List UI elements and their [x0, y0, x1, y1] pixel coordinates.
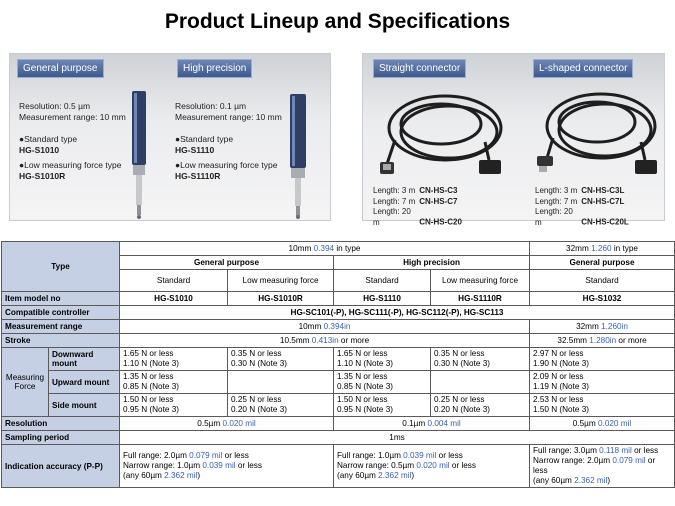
acc-gp-l3b: 2.362 mil: [164, 471, 198, 480]
s32-standard: Standard: [530, 270, 675, 292]
res-gp: [120, 417, 334, 431]
range-10-b: 0.394in: [323, 322, 351, 331]
acc-gp-l1c: or less: [222, 451, 249, 460]
range-10: [120, 320, 530, 334]
acc-hp-l3: [337, 471, 526, 481]
gp-std-label: ●Standard type: [19, 134, 78, 144]
upward-label: Upward mount: [49, 371, 120, 394]
l-shaped-connector-tag: L-shaped connector: [533, 59, 633, 78]
stroke-10-b: 0.413in: [311, 336, 339, 345]
range-32-a: 32mm: [576, 322, 602, 331]
acc-32-l3b: 2.362 mil: [574, 476, 608, 485]
side-c2-l1: 0.25 N or less: [231, 395, 282, 404]
in-type-10-c: in type: [334, 244, 361, 253]
straight-len-1: Length: 7 m: [373, 196, 416, 206]
acc-gp-l3: [123, 471, 330, 481]
acc-32-l1b: 0.118 mil: [599, 446, 632, 455]
model-2: HG-S1110: [334, 292, 431, 306]
stroke-label: Stroke: [2, 334, 120, 348]
down-c2-l2: 0.30 N (Note 3): [231, 359, 287, 368]
acc-hp-l1c: or less: [436, 451, 463, 460]
acc-gp: [120, 445, 334, 488]
hp-std-model: HG-S1110: [175, 144, 215, 155]
down-c3: [334, 348, 431, 371]
hp-low-label: ●Low measuring force type: [175, 160, 278, 170]
in-type-10: [120, 242, 530, 256]
hp-low-model: HG-S1110R: [175, 170, 221, 181]
resolution-label: Resolution: [2, 417, 120, 431]
high-precision-specs: [175, 101, 282, 181]
acc-hp-l3a: (any 60µm: [337, 471, 379, 480]
straight-len-2: Length: 20 m: [373, 207, 411, 227]
in-type-10-a: 10mm: [288, 244, 314, 253]
resolution-row: [2, 417, 675, 431]
acc-gp-l2c: or less: [235, 461, 262, 470]
spec-table: [1, 241, 675, 488]
lshaped-code-2: CN-HS-C20L: [581, 217, 629, 227]
side-c3-l2: 0.95 N (Note 3): [337, 405, 393, 414]
acc-gp-l2: [123, 461, 330, 471]
in-type-32-a: 32mm: [566, 244, 592, 253]
in-type-32-b: 1.260: [591, 244, 612, 253]
up-c3-l1: 1.35 N or less: [337, 372, 388, 381]
down-c1: [120, 348, 228, 371]
l-shaped-cable-list: [535, 186, 629, 228]
side-c3: [334, 394, 431, 417]
side-c4-l1: 0.25 N or less: [434, 395, 485, 404]
acc-hp-l1a: Full range: 1.0µm: [337, 451, 404, 460]
acc-hp-l2a: Narrow range: 0.5µm: [337, 461, 417, 470]
type-row-1: [2, 242, 675, 256]
res-gp-b: 0.020 mil: [222, 419, 256, 428]
acc-32-l2a: Narrow range: 2.0µm: [533, 456, 613, 465]
side-c5: [530, 394, 675, 417]
model-1: HG-S1010R: [228, 292, 334, 306]
up-c1: [120, 371, 228, 394]
hp-low-force: Low measuring force: [431, 270, 530, 292]
acc-gp-l3a: (any 60µm: [123, 471, 165, 480]
straight-connector-tag: Straight connector: [373, 59, 466, 78]
gp-low-model: HG-S1010R: [19, 170, 66, 181]
high-precision-tag: High precision: [177, 59, 252, 78]
up-c4: [431, 371, 530, 394]
acc-32-l1a: Full range: 3.0µm: [533, 446, 600, 455]
side-c3-l1: 1.50 N or less: [337, 395, 388, 404]
lshaped-len-0: Length: 3 m: [535, 186, 578, 195]
down-c5-l1: 2.97 N or less: [533, 349, 584, 358]
down-c5-l2: 1.90 N (Note 3): [533, 359, 589, 368]
straight-row-0: [373, 186, 462, 197]
hp-standard: Standard: [334, 270, 431, 292]
up-c1-l1: 1.35 N or less: [123, 372, 174, 381]
force-down-row: [2, 348, 675, 371]
res-32: [530, 417, 675, 431]
down-c1-l1: 1.65 N or less: [123, 349, 174, 358]
hp-resolution: Resolution: 0.1 µm: [175, 101, 247, 111]
range-row: [2, 320, 675, 334]
acc-32-l3c: ): [607, 476, 611, 485]
down-c2-l1: 0.35 N or less: [231, 349, 282, 358]
down-c1-l2: 1.10 N (Note 3): [123, 359, 179, 368]
page-title: Product Lineup and Specifications: [164, 10, 511, 33]
acc-hp-l3c: ): [411, 471, 415, 480]
down-c3-l1: 1.65 N or less: [337, 349, 388, 358]
up-c2: [228, 371, 334, 394]
range-32: [530, 320, 675, 334]
model-row: [2, 292, 675, 306]
general-purpose-specs: [19, 101, 126, 181]
acc-hp: [334, 445, 530, 488]
side-c2-l2: 0.20 N (Note 3): [231, 405, 287, 414]
range-10-a: 10mm: [298, 322, 324, 331]
range-label: Measurement range: [2, 320, 120, 334]
gp-standard: Standard: [120, 270, 228, 292]
up-c5-l1: 2.09 N or less: [533, 372, 584, 381]
straight-code-1: CN-HS-C7: [419, 196, 458, 206]
sensor-heads-panel: [9, 53, 331, 221]
in-type-10-b: 0.394: [313, 244, 335, 253]
lshaped-len-2: Length: 20 m: [535, 207, 573, 227]
controller-label: Compatible controller: [2, 306, 120, 320]
res-32-a: 0.5µm: [572, 419, 598, 428]
side-c1-l1: 1.50 N or less: [123, 395, 174, 404]
lshaped-row-0: [535, 186, 629, 197]
type-label: Type: [2, 242, 120, 292]
lshaped-row-1: [535, 197, 629, 208]
acc-hp-l2b: 0.020 mil: [416, 461, 450, 470]
up-c3: [334, 371, 431, 394]
accuracy-label: Indication accuracy (P-P): [2, 445, 120, 488]
side-c1-l2: 0.95 N (Note 3): [123, 405, 179, 414]
side-c4-l2: 0.20 N (Note 3): [434, 405, 490, 414]
straight-len-0: Length: 3 m: [373, 186, 416, 195]
down-c3-l2: 1.10 N (Note 3): [337, 359, 393, 368]
gp-low-label: ●Low measuring force type: [19, 160, 122, 170]
sampling-value: 1ms: [120, 431, 675, 445]
l-shaped-cable-image: [535, 82, 665, 182]
acc-32-l3a: (any 60µm: [533, 476, 575, 485]
lshaped-code-0: CN-HS-C3L: [581, 186, 625, 195]
lshaped-len-1: Length: 7 m: [535, 196, 578, 206]
down-c4: [431, 348, 530, 371]
force-label: Measuring Force: [2, 348, 49, 417]
acc-gp-l2b: 0.039 mil: [202, 461, 236, 470]
stroke-32-b: 1.280in: [589, 336, 617, 345]
side-c5-l2: 1.50 N (Note 3): [533, 405, 589, 414]
acc-gp-l2a: Narrow range: 1.0µm: [123, 461, 203, 470]
acc-hp-l1: [337, 451, 526, 461]
gp-std-model: HG-S1010: [19, 144, 60, 155]
res-hp-b: 0.004 mil: [427, 419, 461, 428]
side-c2: [228, 394, 334, 417]
connector-cables-panel: [362, 53, 665, 227]
probe-high-precision-image: [286, 92, 310, 220]
acc-hp-l3b: 2.362 mil: [378, 471, 412, 480]
hp-range: Measurement range: 10 mm: [175, 111, 282, 122]
straight-row-1: [373, 197, 462, 208]
straight-cable-image: [377, 82, 507, 182]
gp-range: Measurement range: 10 mm: [19, 111, 126, 122]
side-c5-l1: 2.53 N or less: [533, 395, 584, 404]
lshaped-row-2: [535, 207, 629, 228]
sampling-label: Sampling period: [2, 431, 120, 445]
acc-32-l1: [533, 446, 671, 456]
acc-32-l3: [533, 476, 671, 486]
model-4: HG-S1032: [530, 292, 675, 306]
model-0: HG-S1010: [120, 292, 228, 306]
accuracy-row: [2, 445, 675, 488]
acc-hp-l2c: or less: [449, 461, 476, 470]
straight-code-2: CN-HS-C20: [419, 217, 462, 227]
stroke-row: [2, 334, 675, 348]
downward-label: Downward mount: [49, 348, 120, 371]
in-type-32: [530, 242, 675, 256]
straight-cable-list: [373, 186, 462, 228]
acc-gp-l1a: Full range: 2.0µm: [123, 451, 190, 460]
model-3: HG-S1110R: [431, 292, 530, 306]
down-c2: [228, 348, 334, 371]
gp-low-force: Low measuring force: [228, 270, 334, 292]
hp-std-label: ●Standard type: [175, 134, 234, 144]
general-purpose-32-header: General purpose: [530, 256, 675, 270]
controller-value: HG-SC101(-P), HG-SC111(-P), HG-SC112(-P), HG-SC113: [120, 306, 675, 320]
straight-code-0: CN-HS-C3: [419, 186, 458, 195]
stroke-10-a: 10.5mm: [279, 336, 312, 345]
up-c5: [530, 371, 675, 394]
in-type-32-c: in type: [611, 244, 638, 253]
side-label: Side mount: [49, 394, 120, 417]
lshaped-code-1: CN-HS-C7L: [581, 196, 625, 206]
acc-32-l2c: or less: [533, 456, 656, 475]
acc-hp-l2: [337, 461, 526, 471]
stroke-10-c: or more: [338, 336, 370, 345]
acc-32-l1c: or less: [631, 446, 659, 455]
stroke-10: [120, 334, 530, 348]
res-32-b: 0.020 mil: [598, 419, 632, 428]
side-c1: [120, 394, 228, 417]
up-c3-l2: 0.85 N (Note 3): [337, 382, 393, 391]
res-hp-a: 0.1µm: [402, 419, 428, 428]
acc-gp-l3c: ): [197, 471, 201, 480]
probe-general-image: [128, 89, 150, 221]
down-c4-l1: 0.35 N or less: [434, 349, 485, 358]
item-model-label: Item model no: [2, 292, 120, 306]
down-c4-l2: 0.30 N (Note 3): [434, 359, 490, 368]
general-purpose-header: General purpose: [120, 256, 334, 270]
high-precision-header: High precision: [334, 256, 530, 270]
straight-row-2: [373, 207, 462, 228]
force-side-row: [2, 394, 675, 417]
acc-hp-l1b: 0.039 mil: [403, 451, 437, 460]
down-c5: [530, 348, 675, 371]
controller-row: [2, 306, 675, 320]
acc-32-l2: [533, 456, 671, 476]
stroke-32-c: or more: [616, 336, 647, 345]
force-up-row: [2, 371, 675, 394]
stroke-32-a: 32.5mm: [557, 336, 590, 345]
gp-resolution: Resolution: 0.5 µm: [19, 101, 91, 111]
side-c4: [431, 394, 530, 417]
res-gp-a: 0.5µm: [197, 419, 223, 428]
stroke-32: [530, 334, 675, 348]
general-purpose-tag: General purpose: [17, 59, 104, 78]
acc-32-l2b: 0.079 mil: [612, 456, 646, 465]
up-c1-l2: 0.85 N (Note 3): [123, 382, 179, 391]
acc-32: [530, 445, 675, 488]
range-32-b: 1.260in: [601, 322, 628, 331]
acc-gp-l1: [123, 451, 330, 461]
sampling-row: [2, 431, 675, 445]
acc-gp-l1b: 0.079 mil: [189, 451, 223, 460]
res-hp: [334, 417, 530, 431]
up-c5-l2: 1.19 N (Note 3): [533, 382, 589, 391]
